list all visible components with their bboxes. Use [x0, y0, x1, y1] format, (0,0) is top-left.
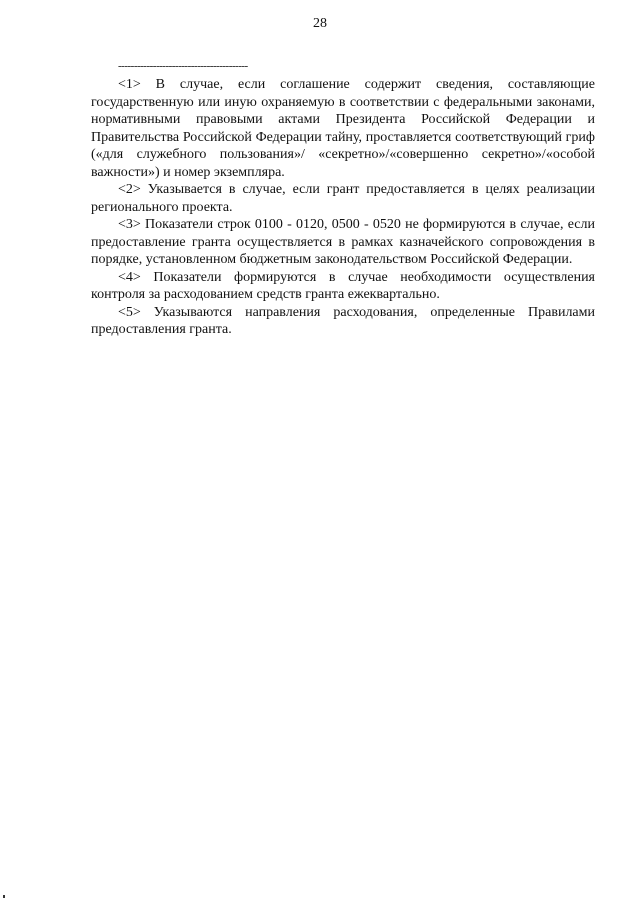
scan-speck	[3, 895, 5, 898]
footnote-1: <1> В случае, если соглашение содержит сведения, составляющие государственную или иную охраняемую в соответствии с федеральными законами, нормативными правовыми актами Президента Российской Федерации и Правительства Российской Федерации тайну, проставляется соответствующий гриф («для служебного пользования»/ «секретно»/«совершенно секретно»/«особой важности») и номер экземпляра.	[91, 77, 595, 180]
footnote-separator: -----------------------------------------	[118, 60, 248, 72]
footnotes-section	[91, 76, 595, 339]
footnote-2: <2> Указывается в случае, если грант предоставляется в целях реализации регионального проекта.	[91, 182, 595, 215]
page-number: 28	[313, 16, 327, 31]
footnote-4: <4> Показатели формируются в случае необходимости осуществления контроля за расходованием средств гранта ежеквартально.	[91, 269, 595, 302]
footnote-5: <5> Указываются направления расходования, определенные Правилами предоставления гранта.	[91, 304, 595, 337]
footnote-3: <3> Показатели строк 0100 - 0120, 0500 - 0520 не формируются в случае, если предоставление гранта осуществляется в рамках казначейского сопровождения в порядке, установленном бюджетным законодательством Российской Федерации.	[91, 217, 595, 267]
